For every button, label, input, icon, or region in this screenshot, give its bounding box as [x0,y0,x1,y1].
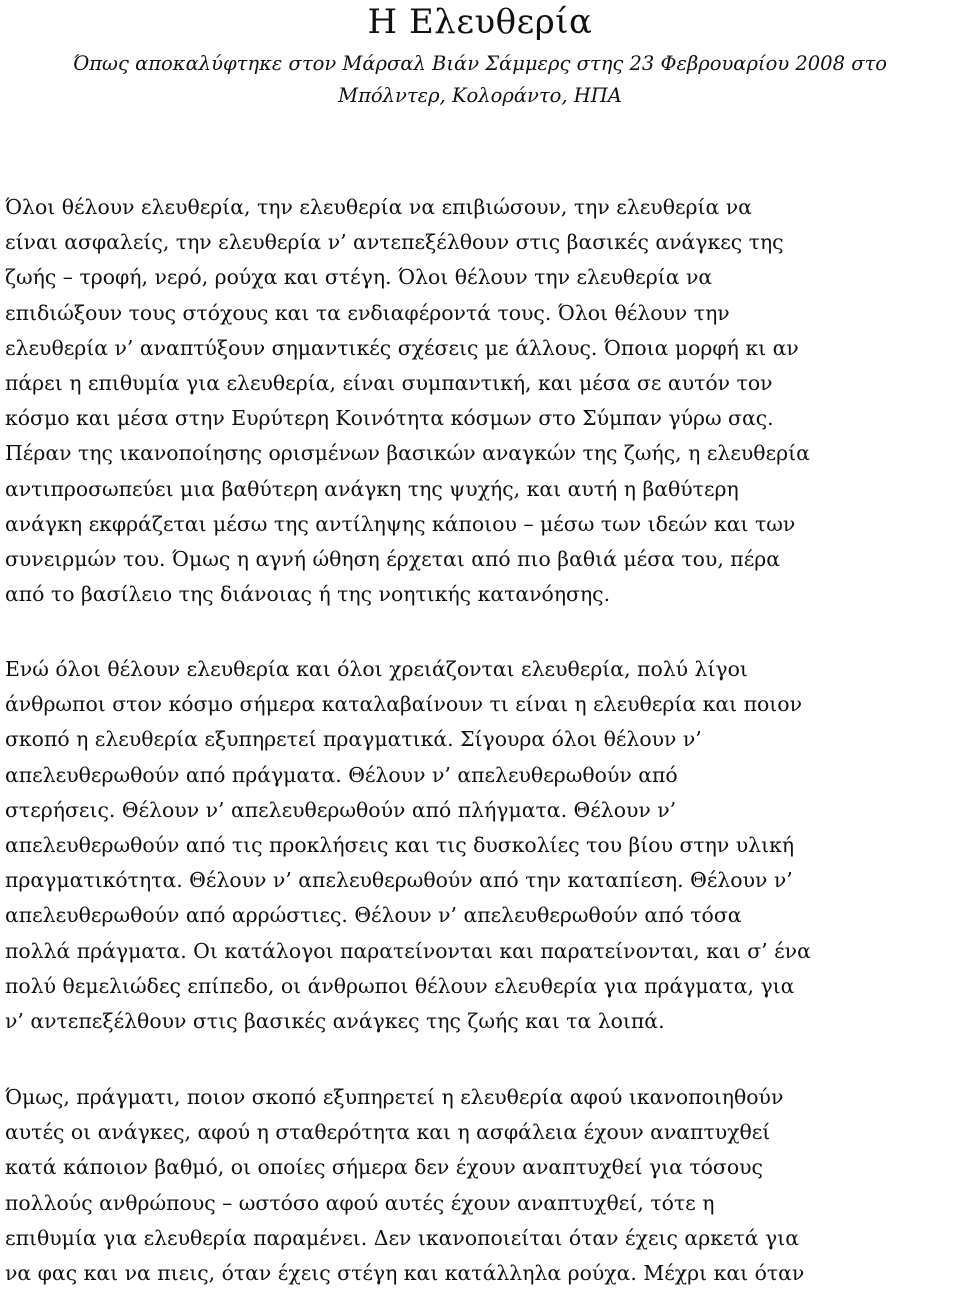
paragraph-3 [5,1080,955,1291]
text-line: Όλοι θέλουν ελευθερία, την ελευθερία να επιβιώσουν, την ελευθερία να [5,195,752,219]
text-line: άνθρωποι στον κόσμο σήμερα καταλαβαίνουν τι είναι η ελευθερία και ποιον [5,692,802,717]
document-subtitle [20,48,940,112]
subtitle-line: Όπως αποκαλύφτηκε στον Μάρσαλ Βιάν Σάμμερς στης 23 Φεβρουαρίου 2008 στο [72,52,888,75]
subtitle-line: Μπόλντερ, Κολοράντο, ΗΠΑ [338,84,622,107]
text-line: πάρει η επιθυμία για ελευθερία, είναι συμπαντική, και μέσα σε αυτόν τον [5,371,773,396]
text-line: πραγματικότητα. Θέλουν ν’ απελευθερωθούν από την καταπίεση. Θέλουν ν’ [5,868,793,893]
text-line: ελευθερία ν’ αναπτύξουν σημαντικές σχέσεις με άλλους. Όποια μορφή κι αν [5,335,799,360]
text-line: είναι ασφαλείς, την ελευθερία ν’ αντεπεξέλθουν στις βασικές ανάγκες της [5,230,784,255]
text-line: απελευθερωθούν από αρρώστιες. Θέλουν ν’ απελευθερωθούν από τόσα [5,903,742,928]
text-line: από το βασίλειο της διάνοιας ή της νοητικής κατανόησης. [5,582,611,607]
paragraph-1 [5,190,955,612]
text-line: ζωής – τροφή, νερό, ρούχα και στέγη. Όλοι θέλουν την ελευθερία να [5,265,713,290]
text-line: στερήσεις. Θέλουν ν’ απελευθερωθούν από πλήγματα. Θέλουν ν’ [5,797,677,822]
text-line: απελευθερωθούν από τις προκλήσεις και τις δυσκολίες του βίου στην υλική [5,833,795,858]
paragraph-2 [5,652,955,1039]
text-line: πολύ θεμελιώδες επίπεδο, οι άνθρωποι θέλουν ελευθερία για πράγματα, για [5,973,795,998]
text-line: σκοπό η ελευθερία εξυπηρετεί πραγματικά. Σίγουρα όλοι θέλουν ν’ [5,727,702,752]
text-line: Πέραν της ικανοποίησης ορισμένων βασικών αναγκών της ζωής, η ελευθερία [5,441,810,466]
text-line: αυτές οι ανάγκες, αφού η σταθερότητα και η ασφάλεια έχουν αναπτυχθεί [5,1120,771,1145]
text-line: πολλά πράγματα. Οι κατάλογοι παρατείνονται και παρατείνονται, και σ’ ένα [5,938,811,963]
text-line: κόσμο και μέσα στην Ευρύτερη Κοινότητα κόσμων στο Σύμπαν γύρω σας. [5,406,774,431]
text-line: Ενώ όλοι θέλουν ελευθερία και όλοι χρειάζονται ελευθερία, πολύ λίγοι [5,657,748,681]
text-line: επιθυμία για ελευθερία παραμένει. Δεν ικανοποιείται όταν έχεις αρκετά για [5,1225,799,1250]
text-line: ν’ αντεπεξέλθουν στις βασικές ανάγκες της ζωής και τα λοιπά. [5,1009,665,1034]
text-line: πολλούς ανθρώπους – ωστόσο αφού αυτές έχουν αναπτυχθεί, τότε η [5,1190,715,1215]
text-line: συνειρμών του. Όμως η αγνή ώθηση έρχεται από πιο βαθιά μέσα του, πέρα [5,547,781,572]
text-line: επιδιώξουν τους στόχους και τα ενδιαφέροντά τους. Όλοι θέλουν την [5,300,730,325]
text-line: να φας και να πιεις, όταν έχεις στέγη και κατάλληλα ρούχα. Μέχρι και όταν [5,1261,805,1286]
text-line: κατά κάποιον βαθμό, οι οποίες σήμερα δεν έχουν αναπτυχθεί για τόσους [5,1155,763,1180]
text-line: απελευθερωθούν από πράγματα. Θέλουν ν’ απελευθερωθούν από [5,762,678,787]
document-title: Η Ελευθερία [367,2,593,42]
text-line: Όμως, πράγματι, ποιον σκοπό εξυπηρετεί η ελευθερία αφού ικανοποιηθούν [5,1085,784,1109]
text-line: ανάγκη εκφράζεται μέσω της αντίληψης κάποιου – μέσω των ιδεών και των [5,511,796,536]
text-line: αντιπροσωπεύει μια βαθύτερη ανάγκη της ψυχής, και αυτή η βαθύτερη [5,476,739,501]
